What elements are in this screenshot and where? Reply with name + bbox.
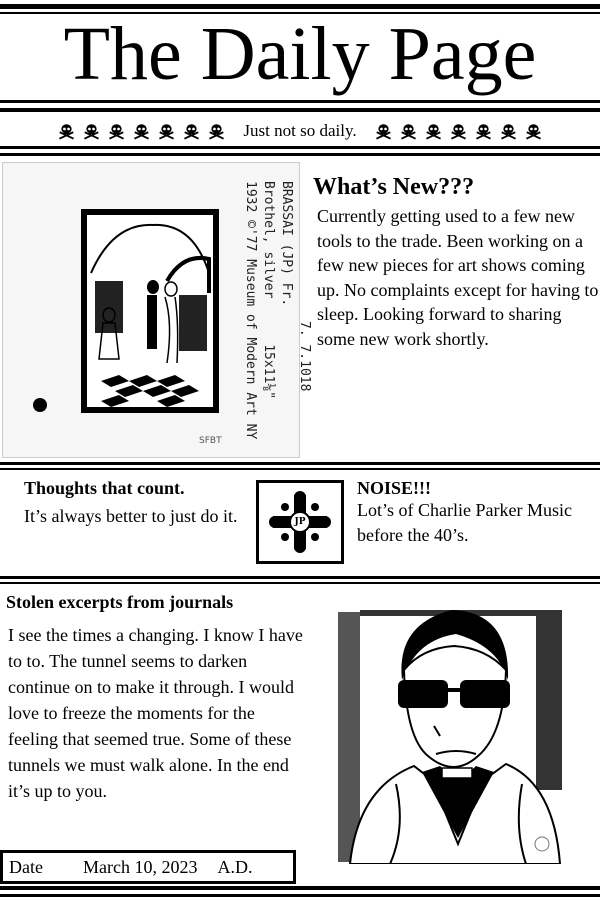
whats-new-heading: What’s New??? [313,174,475,200]
section-divider-2b [0,582,600,584]
dateline-box [0,850,296,884]
title-bottom-rule [0,100,600,103]
skull-and-crossbones-icon [400,123,417,140]
photo-catalog-number: 7. 7.1018 [297,321,312,392]
skull-and-crossbones-icon [450,123,467,140]
skull-and-crossbones-icon [108,123,125,140]
brassai-photo [2,162,312,458]
skull-and-crossbones-icon [58,123,75,140]
photo-caption [225,181,312,451]
skull-and-crossbones-icon [208,123,225,140]
skull-and-crossbones-icon [525,123,542,140]
photo-caption-line-2 [259,181,277,451]
section-divider-2 [0,576,600,579]
photo-caption-line-3: 1932 ©'77 Museum of Modern Art NY [243,181,258,440]
date-era: A.D. [217,856,253,877]
journal-body: I see the times a changing. I know I have to to. The tunnel seems to darken continue on to make it through. I would love to freeze the moments for the feeling that seemed true. Some of these tunnels we must walk alone. In the end it’s up to you. [8,625,303,801]
tagline-row [0,118,600,144]
svg-text:SFBT: SFBT [199,436,222,446]
date-value: March 10, 2023 [82,856,198,877]
photo-caption-size: 15x11⅛" [261,344,276,400]
thoughts-heading: Thoughts that count. [24,478,185,498]
skull-row-right [375,123,542,140]
thoughts-body: It’s always better to just do it. [24,506,238,526]
jp-emblem [256,480,344,564]
skull-and-crossbones-icon [425,123,442,140]
ink-portrait-drawing [336,588,564,864]
skull-and-crossbones-icon [158,123,175,140]
title-bottom-rule-2 [0,108,600,112]
tagline: Just not so daily. [243,121,357,140]
portrait-illustration [336,588,564,864]
section-divider-1 [0,462,600,465]
photo-caption-line-1: BRASSAI (JP) Fr. [279,181,294,307]
noise-body: Lot’s of Charlie Parker Music before the 40’s. [357,500,572,545]
bottom-border-rule [0,886,600,890]
emblem-monogram: JP [294,517,306,527]
skull-and-crossbones-icon [133,123,150,140]
journal-heading: Stolen excerpts from journals [6,592,234,612]
skull-and-crossbones-icon [375,123,392,140]
skull-and-crossbones-icon [83,123,100,140]
newspaper-title: The Daily Page [63,12,537,96]
whats-new-body: Currently getting used to a few new tools to the trade. Been working on a few new pieces for art shows coming up. No complaints except for having to sleep. Looking forward to sharing some new work shortly. [317,206,599,349]
date-label: Date [9,856,43,877]
section-divider-1b [0,468,600,470]
top-border-rule [0,4,600,9]
skull-row-left [58,123,225,140]
skull-and-crossbones-icon [500,123,517,140]
noise-heading: NOISE!!! [357,478,432,498]
tagline-bottom-rule [0,146,600,149]
tagline-bottom-rule-2 [0,153,600,156]
bottom-border-rule-2 [0,894,600,897]
photo-caption-medium: Brothel, silver [261,181,276,299]
skull-and-crossbones-icon [475,123,492,140]
skull-and-crossbones-icon [183,123,200,140]
